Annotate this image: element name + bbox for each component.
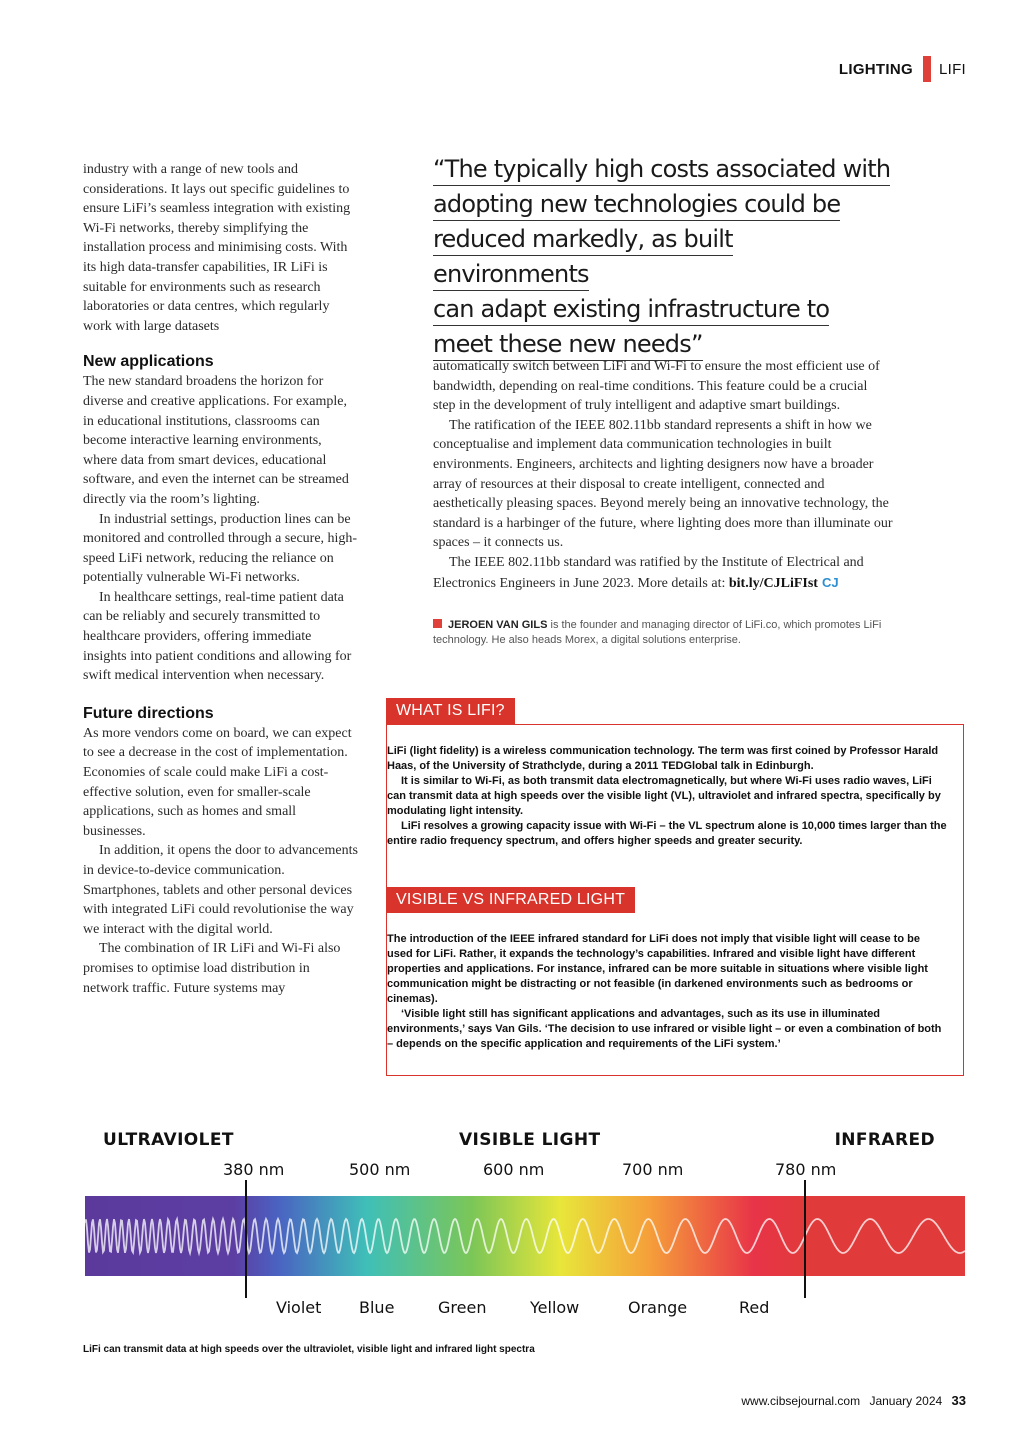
body-paragraph: The combination of IR LiFi and Wi-Fi also promises to optimise load distribution in network traffic. Future systems may [83, 941, 341, 996]
details-link[interactable]: bit.ly/CJLiFIst [728, 575, 818, 591]
wavelength-label: 700 nm [622, 1160, 684, 1179]
color-label: Green [438, 1298, 487, 1317]
footer-website: www.cibsejournal.com [741, 1394, 861, 1408]
region-label-infrared: INFRARED [834, 1130, 935, 1150]
color-label: Orange [628, 1298, 688, 1317]
boxout-paragraph: LiFi resolves a growing capacity issue with Wi-Fi – the VL spectrum alone is 10,000 times larger than the entire radio frequency spectrum, and offers higher speeds and greater security. [387, 820, 947, 847]
subheading-future-directions: Future directions [83, 704, 214, 722]
body-paragraph: In industrial settings, production lines can be monitored and controlled through a secure, high-speed LiFi network, reducing the reliance on potentially vulnerable Wi-Fi networks. [83, 511, 358, 586]
footer-date: January 2024 [869, 1394, 943, 1408]
wavelength-label: 380 nm [223, 1160, 285, 1179]
right-column [433, 357, 893, 593]
author-description: is the founder and managing director of LiFi.co, which promotes LiFi technology. He also heads Morex, a digital solutions enterprise. [433, 619, 882, 646]
pull-quote-line: meet these new needs” [433, 330, 703, 361]
boxout-title-what-is-lifi: WHAT IS LIFI? [386, 698, 515, 724]
closing-text: The IEEE 802.11bb standard was ratified by the Institute of Electrical and Electronics Engineers in June 2023. More details at: [433, 554, 864, 591]
color-label: Violet [276, 1298, 322, 1317]
color-label: Red [739, 1298, 770, 1317]
bio-marker-square [433, 619, 442, 628]
boxout-paragraph: The introduction of the IEEE infrared standard for LiFi does not imply that visible light will cease to be used for LiFi. Rather, it expands the technology’s capabilities. Infrared and visible light have different properties and applications. For instance, infrared can be more suitable in situations where visible light communication might be distracting or not feasible (in darkened environments such as bedrooms or cinemas). [387, 933, 928, 1005]
body-paragraph: automatically switch between LiFi and Wi-Fi to ensure the most efficient use of bandwidth, depending on real-time conditions. This feature could be a crucial step in the development of truly intelligent and adaptive smart buildings. [433, 359, 880, 414]
wavelength-label: 780 nm [775, 1160, 837, 1179]
pull-quote-line: reduced markedly, as built environments [433, 225, 733, 291]
body-paragraph: The new standard broadens the horizon for diverse and creative applications. For example, in educational institutions, classrooms can become interactive learning environments, where data from smart devices, educational software, and even the internet can be streamed directly via the room’s lighting. [83, 374, 349, 507]
boxout-paragraph: ‘Visible light still has significant applications and advantages, such as its use in illuminated environments,’ says Van Gils. ‘The decision to use infrared or visible light – or even a combination of both – depends on the specific application and requirements of the LiFi system.’ [387, 1008, 942, 1050]
pull-quote [433, 152, 893, 362]
spectrum-bar [85, 1196, 965, 1276]
section-label: LIGHTING [838, 60, 913, 78]
wavelength-label: 600 nm [483, 1160, 545, 1179]
boxout-title-visible-vs-infrared: VISIBLE VS INFRARED LIGHT [386, 887, 635, 913]
wavelength-label: 500 nm [349, 1160, 411, 1179]
end-mark-logo: CJ [821, 574, 839, 590]
body-paragraph: The ratification of the IEEE 802.11bb standard represents a shift in how we conceptualise and implement data communication technologies in built environments. Engineers, architects and lighting designers now have a broader array of resources at their disposal to create intelligent, connected and aesthetically pleasing spaces. Beyond merely being an innovative technology, the standard is a harbinger of the future, where lighting does more than illuminate our spaces – it connects us. [433, 417, 893, 551]
color-label: Blue [359, 1298, 395, 1317]
pull-quote-line: “The typically high costs associated with [433, 155, 890, 186]
body-paragraph: In healthcare settings, real-time patient data can be reliably and securely transmitted to healthcare providers, offering immediate insights into patient conditions and allowing for swift medical intervention when necessary. [83, 589, 352, 684]
author-name: JEROEN VAN GILS [448, 619, 548, 631]
section-header [839, 56, 966, 82]
boundary-marker-380nm [245, 1180, 247, 1298]
body-paragraph [433, 553, 893, 593]
pull-quote-line: adopting new technologies could be [433, 190, 840, 221]
left-column [83, 160, 358, 998]
boxout-paragraph: It is similar to Wi-Fi, as both transmit data electromagnetically, but where Wi-Fi uses radio waves, LiFi can transmit data at high speeds over the visible light (VL), ultraviolet and infrared spectra, specifically by modulating light intensity. [387, 775, 941, 817]
region-label-visible-light: VISIBLE LIGHT [459, 1130, 601, 1150]
boxout-what-is-lifi [387, 744, 947, 849]
body-paragraph: In addition, it opens the door to advancements in device-to-device communication. Smartphones, tablets and other personal devices with integrated LiFi could revolutionise the way we interact with the digital world. [83, 843, 358, 937]
boundary-marker-780nm [804, 1180, 806, 1298]
section-divider-bar [923, 56, 931, 82]
subheading-new-applications: New applications [83, 353, 214, 371]
figure-caption: LiFi can transmit data at high speeds over the ultraviolet, visible light and infrared light spectra [83, 1344, 535, 1355]
spectrum-gradient [85, 1196, 965, 1276]
subsection-label: LIFI [938, 60, 966, 78]
body-paragraph: industry with a range of new tools and considerations. It lays out specific guidelines to ensure LiFi’s seamless integration with existing Wi-Fi networks, thereby simplifying the installation process and minimising costs. With its high data-transfer capabilities, IR LiFi is suitable for environments such as research laboratories or data centres, which regularly work with large datasets [83, 162, 351, 334]
page-footer [741, 1393, 966, 1408]
region-label-ultraviolet: ULTRAVIOLET [103, 1130, 234, 1150]
author-bio [433, 618, 903, 648]
boxout-paragraph: LiFi (light fidelity) is a wireless communication technology. The term was first coined by Professor Harald Haas, of the University of Strathclyde, during a 2011 TEDGlobal talk in Edinburgh. [387, 745, 939, 772]
page-number: 33 [951, 1393, 966, 1408]
body-paragraph: As more vendors come on board, we can expect to see a decrease in the cost of implementation. Economies of scale could make LiFi a cost-effective solution, even for smaller-scale applications, such as homes and small businesses. [83, 725, 352, 839]
pull-quote-line: can adapt existing infrastructure to [433, 295, 829, 326]
color-label: Yellow [530, 1298, 580, 1317]
boxout-visible-vs-infrared [387, 932, 947, 1052]
